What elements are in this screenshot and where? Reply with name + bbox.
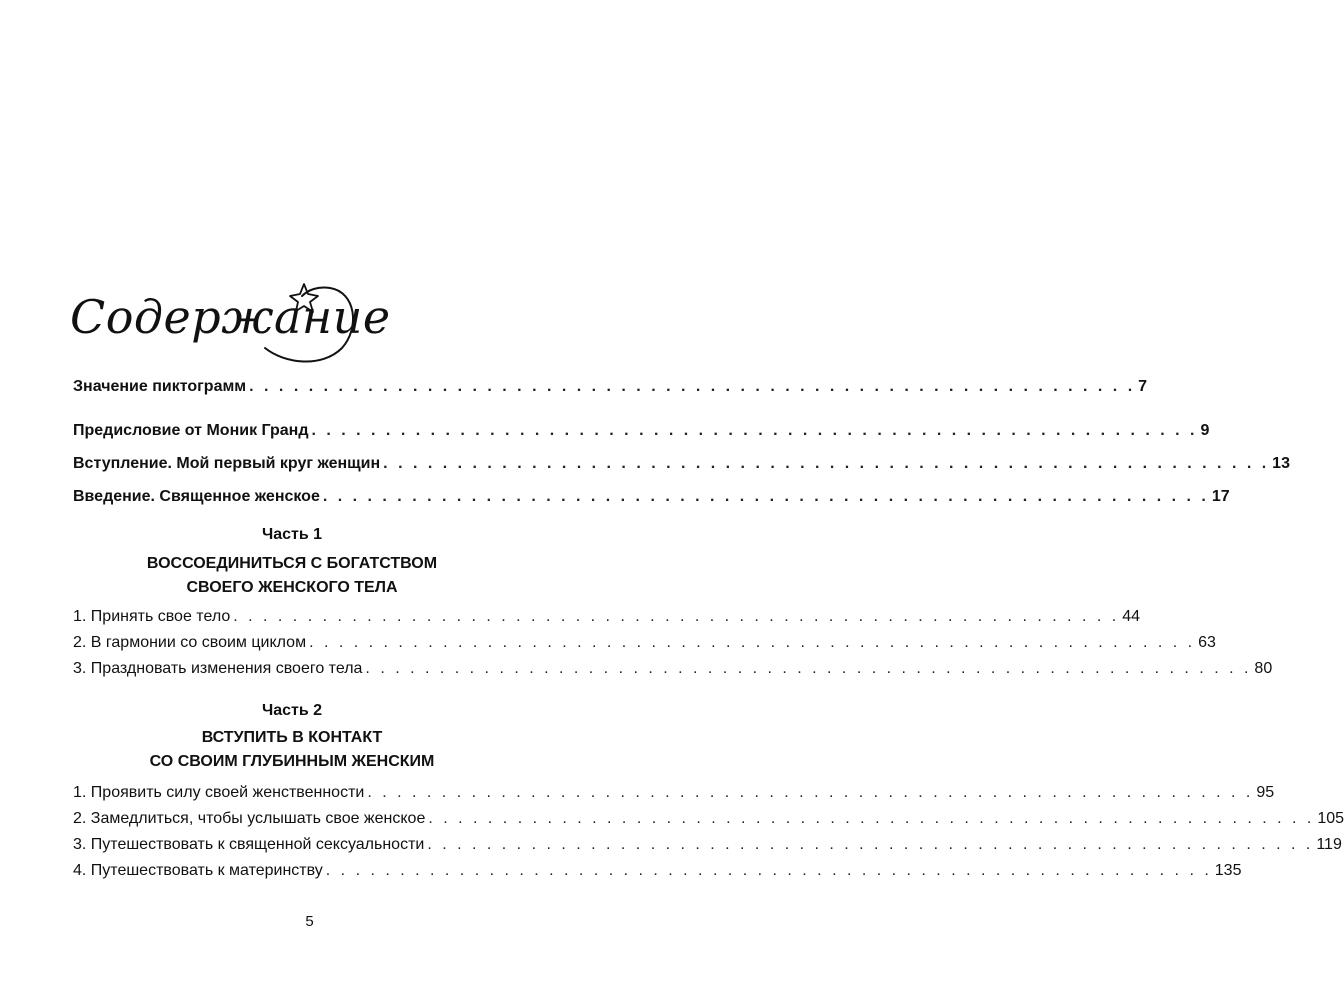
entry-label: Предисловие от Моник Гранд <box>73 422 309 439</box>
chapter-label: 2. В гармонии со своим циклом <box>73 634 307 651</box>
toc-chapter[interactable] <box>73 862 1242 886</box>
part-title-line: СВОЕГО ЖЕНСКОГО ТЕЛА <box>186 579 398 596</box>
toc-title-block <box>60 276 391 376</box>
chapter-label: 3. Праздновать изменения своего тела <box>73 660 363 677</box>
dot-leader: . . . . . . . . . . . . . . . . . . . . . . . . . . . . . . . . . . . . . . . . . . . . . . . . . . . . . . . . . . . . <box>325 862 1212 879</box>
toc-chapter[interactable] <box>73 810 1344 834</box>
entry-page: 17 <box>1211 488 1230 505</box>
chapter-label: 4. Путешествовать к материнству <box>73 862 323 879</box>
chapter-label: 3. Путешествовать к священной сексуальности <box>73 836 425 853</box>
dot-leader: . . . . . . . . . . . . . . . . . . . . . . . . . . . . . . . . . . . . . . . . . . . . . . . . . . . . . . . . . . . . <box>233 608 1120 625</box>
dot-leader: . . . . . . . . . . . . . . . . . . . . . . . . . . . . . . . . . . . . . . . . . . . . . . . . . . . . . . . . . . . . <box>427 836 1314 853</box>
dot-leader: . . . . . . . . . . . . . . . . . . . . . . . . . . . . . . . . . . . . . . . . . . . . . . . . . . . . . . . . . . . . <box>249 378 1136 395</box>
toc-chapter[interactable] <box>73 836 1342 860</box>
chapter-label: 1. Принять свое тело <box>73 608 231 625</box>
toc-entry[interactable] <box>73 455 1290 479</box>
dot-leader: . . . . . . . . . . . . . . . . . . . . . . . . . . . . . . . . . . . . . . . . . . . . . . . . . . . . . . . . . . . . <box>428 810 1315 827</box>
toc-entry[interactable] <box>73 422 1210 446</box>
part-2-title <box>73 726 511 774</box>
chapter-label: 1. Проявить силу своей женственности <box>73 784 365 801</box>
chapter-page: 44 <box>1122 608 1141 625</box>
toc-chapter[interactable] <box>73 608 1141 632</box>
toc-chapter[interactable] <box>73 784 1275 808</box>
part-title-line: ВОССОЕДИНИТЬСЯ С БОГАТСТВОМ <box>146 555 438 572</box>
dot-leader: . . . . . . . . . . . . . . . . . . . . . . . . . . . . . . . . . . . . . . . . . . . . . . . . . . . . . . . . . . . . <box>367 784 1254 801</box>
chapter-page: 63 <box>1198 634 1216 651</box>
part-1-title <box>73 552 511 600</box>
page-title: Содержание <box>70 290 391 344</box>
chapter-page: 80 <box>1254 660 1273 677</box>
dot-leader: . . . . . . . . . . . . . . . . . . . . . . . . . . . . . . . . . . . . . . . . . . . . . . . . . . . . . . . . . . . . <box>383 455 1270 472</box>
entry-label: Значение пиктограмм <box>73 378 247 395</box>
toc-entry[interactable] <box>73 488 1230 512</box>
dot-leader: . . . . . . . . . . . . . . . . . . . . . . . . . . . . . . . . . . . . . . . . . . . . . . . . . . . . . . . . . . . . <box>322 488 1209 505</box>
toc-chapter[interactable] <box>73 634 1216 658</box>
entry-page: 9 <box>1200 422 1210 439</box>
chapter-page: 95 <box>1256 784 1275 801</box>
chapter-page: 105 <box>1317 810 1344 827</box>
part-title-line: ВСТУПИТЬ В КОНТАКТ <box>201 729 383 746</box>
toc-entry[interactable] <box>73 378 1148 402</box>
entry-label: Введение. Священное женское <box>73 488 320 505</box>
dot-leader: . . . . . . . . . . . . . . . . . . . . . . . . . . . . . . . . . . . . . . . . . . . . . . . . . . . . . . . . . . . . <box>365 660 1252 677</box>
part-1-label: Часть 1 <box>261 526 323 543</box>
chapter-page: 119 <box>1316 836 1342 853</box>
dot-leader: . . . . . . . . . . . . . . . . . . . . . . . . . . . . . . . . . . . . . . . . . . . . . . . . . . . . . . . . . . . . <box>309 634 1196 651</box>
entry-label: Вступление. Мой первый круг женщин <box>73 455 381 472</box>
dot-leader: . . . . . . . . . . . . . . . . . . . . . . . . . . . . . . . . . . . . . . . . . . . . . . . . . . . . . . . . . . . . <box>311 422 1198 439</box>
part-2-label: Часть 2 <box>261 702 323 719</box>
chapter-page: 135 <box>1214 862 1242 879</box>
toc-chapter[interactable] <box>73 660 1273 684</box>
entry-page: 7 <box>1138 378 1148 395</box>
chapter-label: 2. Замедлиться, чтобы услышать свое женское <box>73 810 426 827</box>
part-title-line: СО СВОИМ ГЛУБИННЫМ ЖЕНСКИМ <box>149 753 435 770</box>
entry-page: 13 <box>1272 455 1290 472</box>
page-number: 5 <box>305 913 314 930</box>
